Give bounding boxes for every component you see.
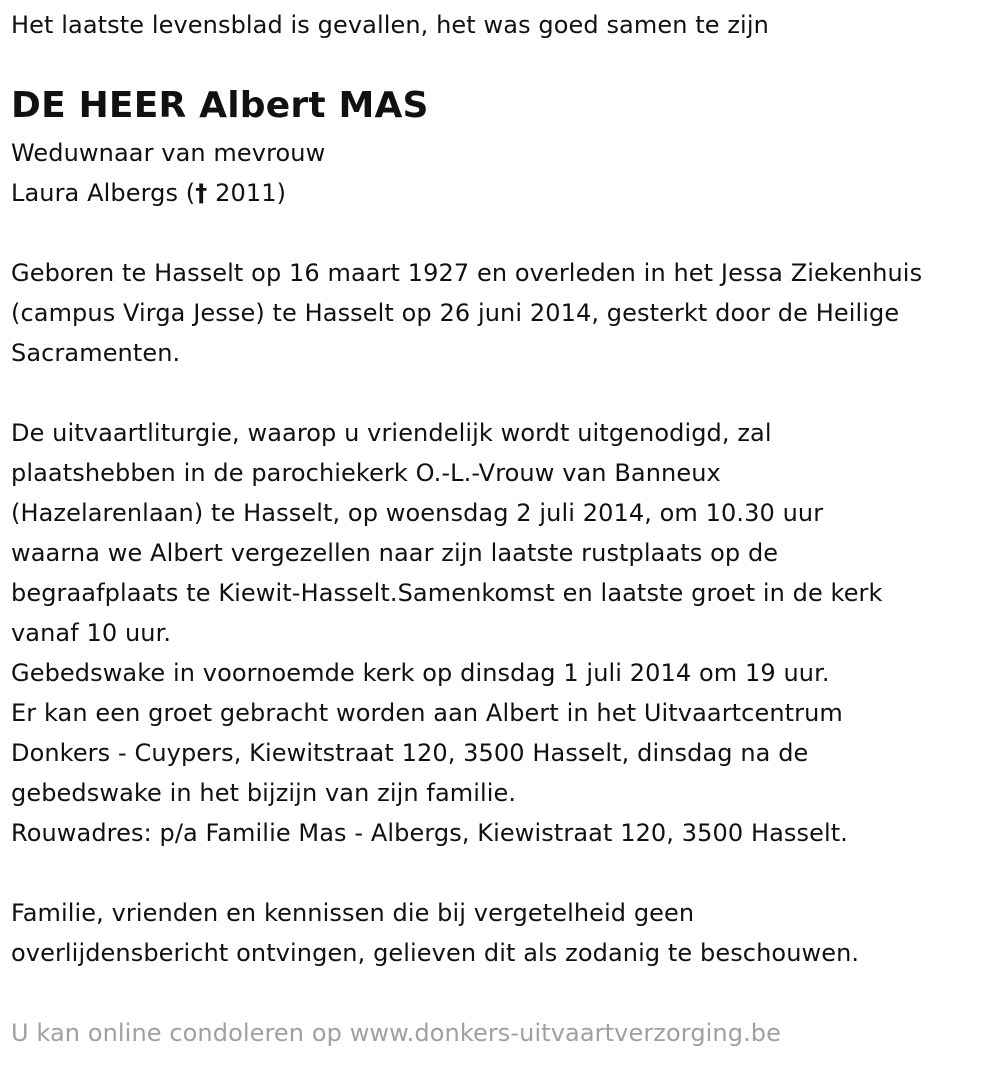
paragraph-line: De uitvaartliturgie, waarop u vriendelijk wordt uitgenodigd, zal xyxy=(11,419,772,447)
paragraph-line: Familie, vrienden en kennissen die bij vergetelheid geen xyxy=(11,899,695,927)
spouse-line-2 xyxy=(11,173,325,213)
paragraph-line: plaatshebben in de parochiekerk O.-L.-Vrouw van Banneux xyxy=(11,459,721,487)
birth-death-paragraph xyxy=(11,253,922,373)
notice-paragraph xyxy=(11,893,859,973)
paragraph-line: Sacramenten. xyxy=(11,339,181,367)
paragraph-line: (campus Virga Jesse) te Hasselt op 26 juni 2014, gesterkt door de Heilige xyxy=(11,299,900,327)
deceased-name: DE HEER Albert MAS xyxy=(11,85,429,126)
condolence-footer: U kan online condoleren op www.donkers-uitvaartverzorging.be xyxy=(11,1019,781,1047)
paragraph-line: overlijdensbericht ontvingen, gelieven dit als zodanig te beschouwen. xyxy=(11,939,860,967)
spouse-name: Laura Albergs ( xyxy=(11,179,196,207)
vigil-line: Gebedswake in voornoemde kerk op dinsdag 1 juli 2014 om 19 uur. xyxy=(11,659,830,687)
spouse-line-1: Weduwnaar van mevrouw xyxy=(11,139,326,167)
paragraph-line: waarna we Albert vergezellen naar zijn laatste rustplaats op de xyxy=(11,539,779,567)
paragraph-line: (Hazelarenlaan) te Hasselt, op woensdag 2 juli 2014, om 10.30 uur xyxy=(11,499,824,527)
paragraph-line: Donkers - Cuypers, Kiewitstraat 120, 3500 Hasselt, dinsdag na de xyxy=(11,739,809,767)
paragraph-line: Geboren te Hasselt op 16 maart 1927 en overleden in het Jessa Ziekenhuis xyxy=(11,259,923,287)
spouse-block xyxy=(11,133,325,213)
paragraph-line: Er kan een groet gebracht worden aan Albert in het Uitvaartcentrum xyxy=(11,699,843,727)
paragraph-line: vanaf 10 uur. xyxy=(11,619,172,647)
paragraph-line: gebedswake in het bijzijn van zijn familie. xyxy=(11,779,517,807)
cross-icon: † xyxy=(195,179,208,207)
funeral-paragraph xyxy=(11,413,883,853)
mourning-address-line: Rouwadres: p/a Familie Mas - Albergs, Kiewistraat 120, 3500 Hasselt. xyxy=(11,819,849,847)
motto-text: Het laatste levensblad is gevallen, het was goed samen te zijn xyxy=(11,11,769,39)
paragraph-line: begraafplaats te Kiewit-Hasselt.Samenkomst en laatste groet in de kerk xyxy=(11,579,883,607)
spouse-death-year: 2011) xyxy=(207,179,287,207)
